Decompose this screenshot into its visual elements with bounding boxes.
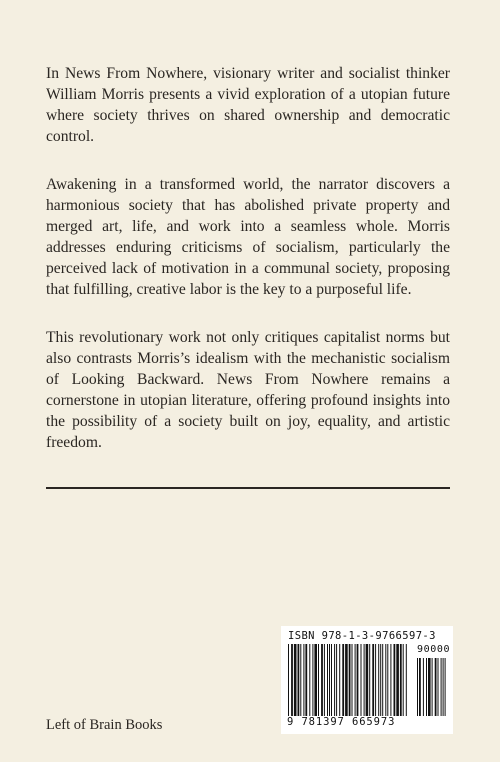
isbn-label: ISBN 978-1-3-9766597-3 bbox=[288, 630, 436, 642]
publisher-name: Left of Brain Books bbox=[46, 717, 163, 733]
horizontal-divider bbox=[46, 487, 450, 489]
description-paragraph-3: This revolutionary work not only critiques capitalist norms but also contrasts Morris’s idealism with the mechanistic socialism of Looking Backward. News From Nowhere remains a cornerstone in utopian literature, offering profound insights into the possibility of a society built on joy, equality, and artistic freedom. bbox=[46, 329, 450, 451]
back-cover-description bbox=[46, 63, 450, 480]
barcode-addon-number: 90000 bbox=[417, 644, 451, 655]
isbn-barcode bbox=[281, 626, 453, 734]
description-paragraph-2: Awakening in a transformed world, the narrator discovers a harmonious society that has abolished private property and merged art, life, and work into a seamless whole. Morris addresses enduring criticisms of socialism, particularly the perceived lack of motivation in a communal society, proposing that fulfilling, creative labor is the key to a purposeful life. bbox=[46, 176, 450, 298]
barcode-ean-digits: 9 781397 665973 bbox=[287, 716, 396, 728]
description-paragraph-1: In News From Nowhere, visionary writer and socialist thinker William Morris presents a vivid exploration of a utopian future where society thrives on shared ownership and democratic control. bbox=[46, 65, 450, 145]
